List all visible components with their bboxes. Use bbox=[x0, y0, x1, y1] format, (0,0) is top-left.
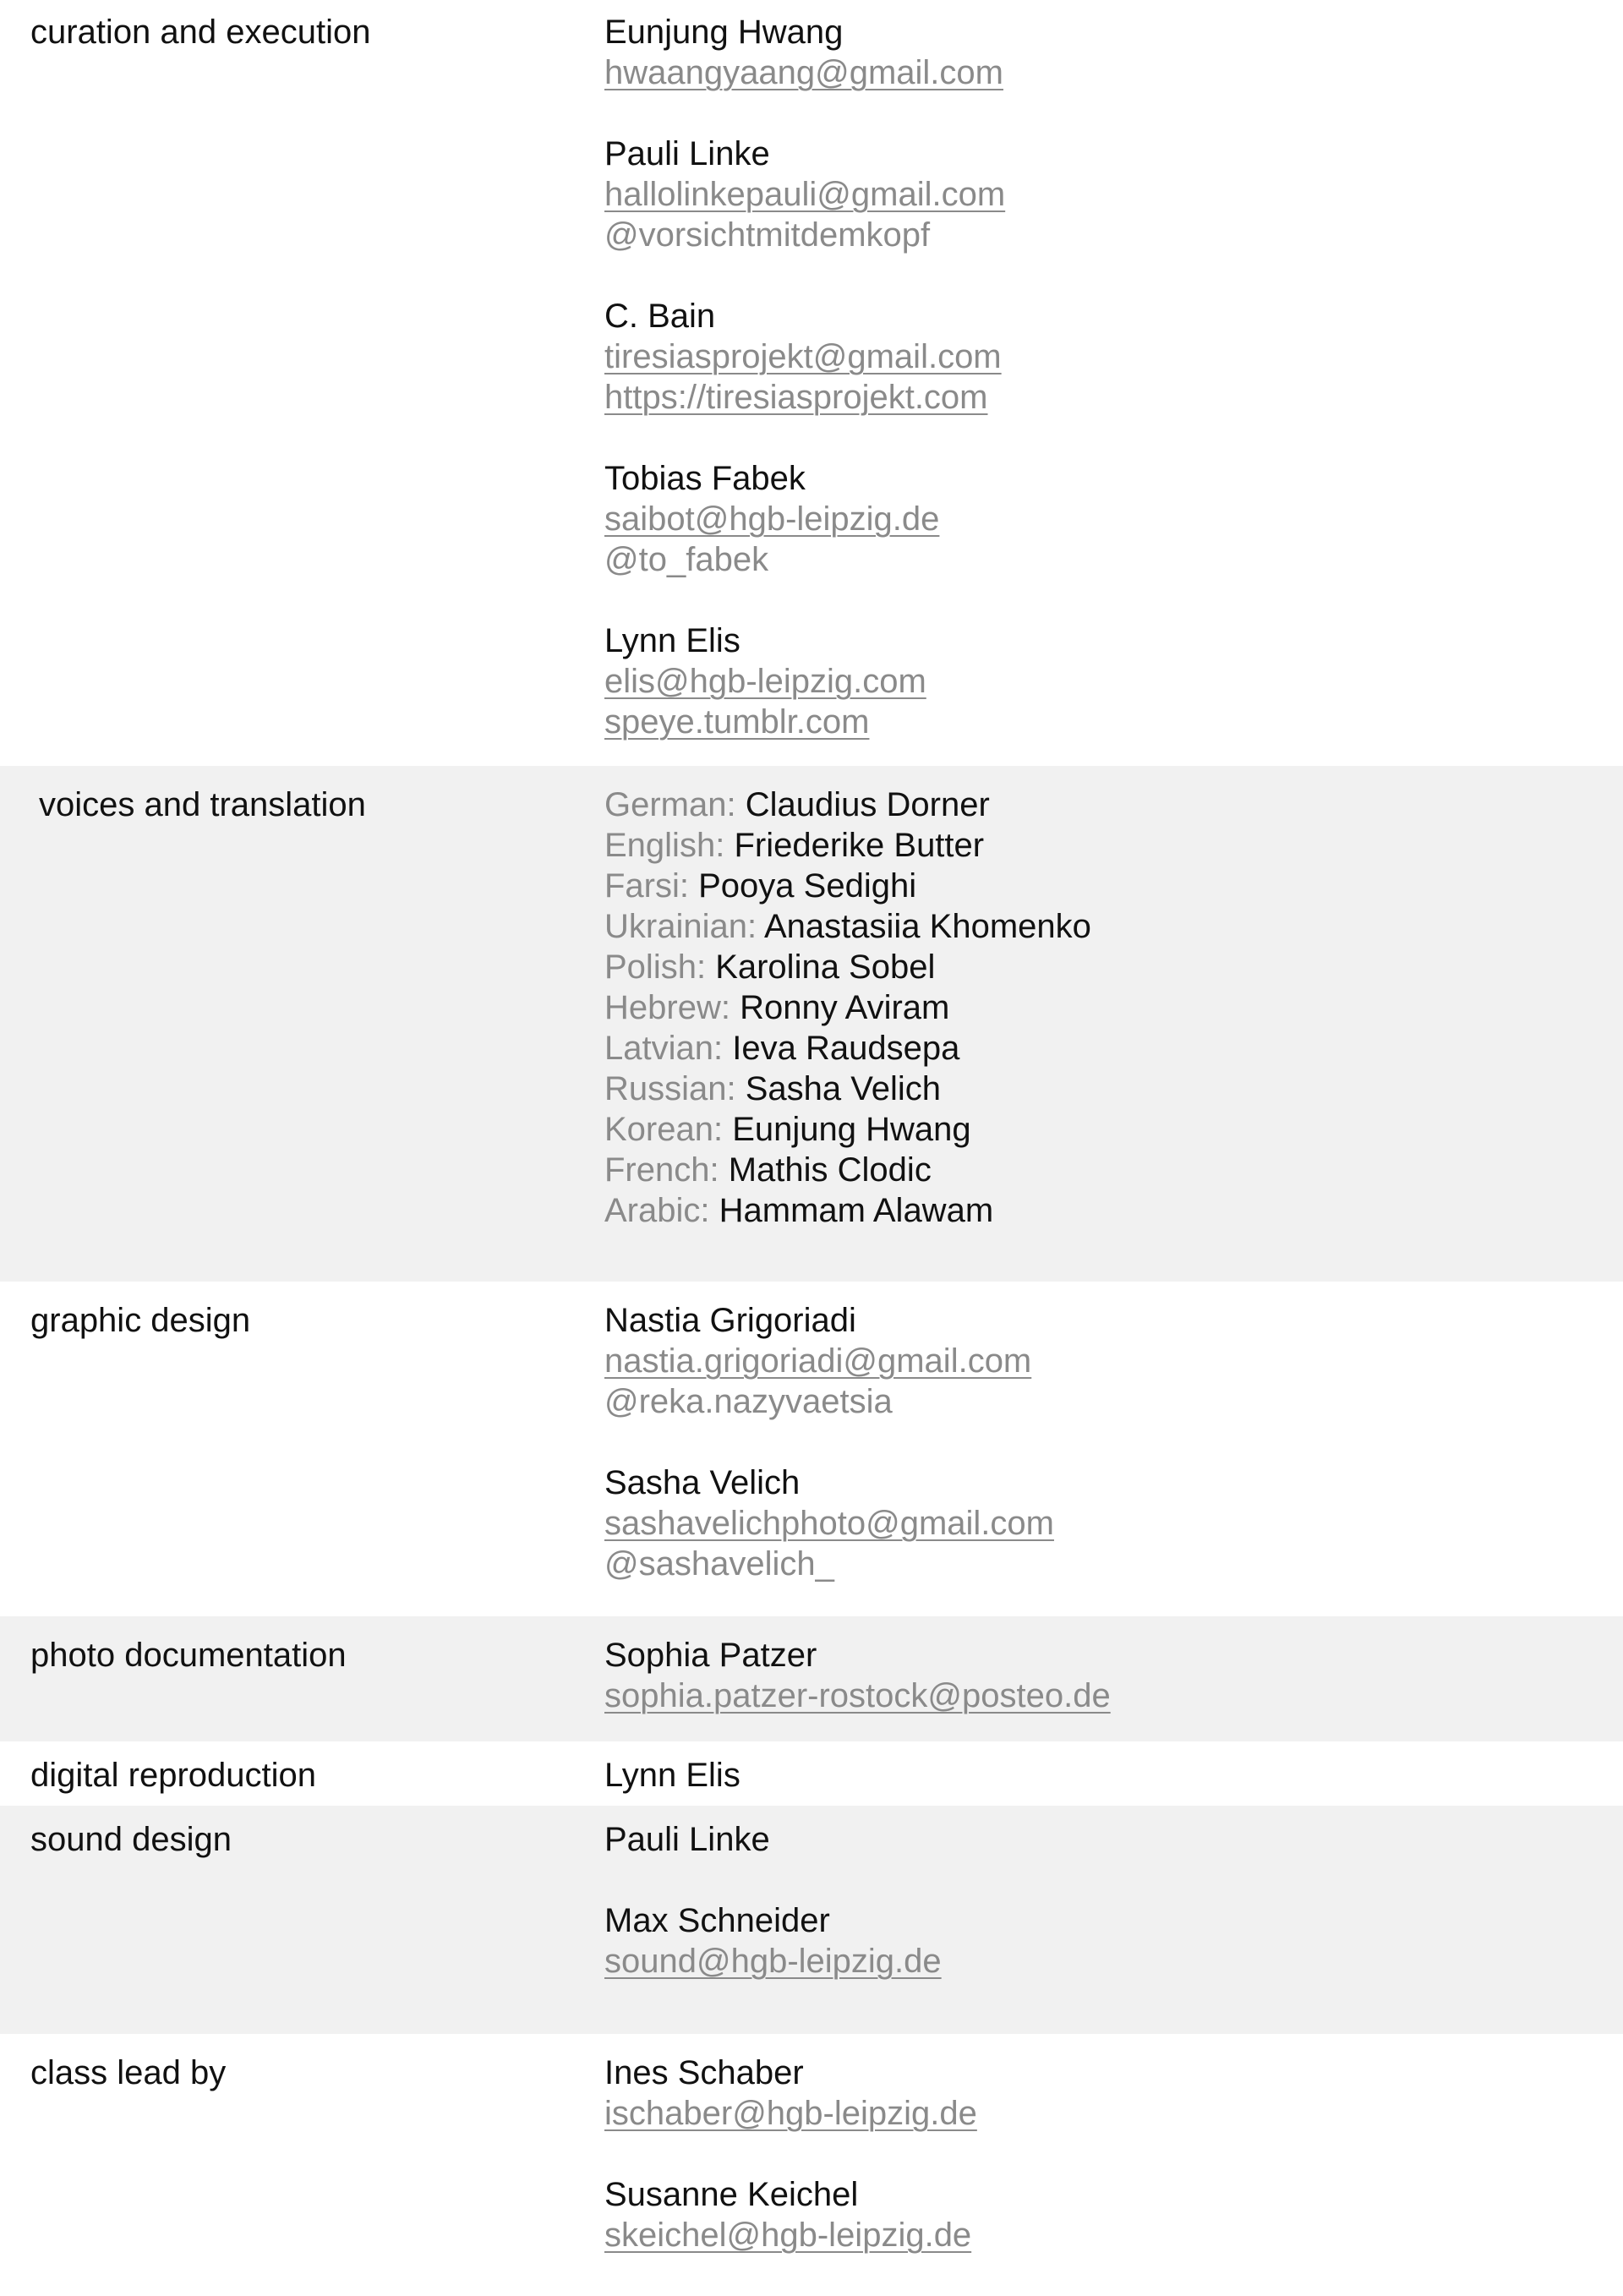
speaker-name: Claudius Dorner bbox=[745, 786, 990, 823]
person-entry bbox=[604, 12, 1623, 93]
person-name: C. Bain bbox=[604, 298, 716, 335]
language-label: Korean: bbox=[604, 1111, 724, 1148]
role-label-digital: digital reproduction bbox=[30, 1757, 316, 1794]
person-entry bbox=[604, 296, 1623, 418]
person-name: Susanne Keichel bbox=[604, 2176, 859, 2213]
speaker-name: Eunjung Hwang bbox=[732, 1111, 971, 1148]
language-label: Farsi: bbox=[604, 867, 689, 905]
language-credit bbox=[604, 1109, 1623, 1150]
person-name: Pauli Linke bbox=[604, 1821, 770, 1858]
email-link[interactable]: hallolinkepauli@gmail.com bbox=[604, 176, 1006, 213]
email-link[interactable]: saibot@hgb-leipzig.de bbox=[604, 500, 940, 538]
language-label: Ukrainian: bbox=[604, 908, 757, 945]
person-entry bbox=[604, 1819, 1623, 1860]
speaker-name: Anastasiia Khomenko bbox=[763, 908, 1091, 945]
person-entry bbox=[604, 1755, 1623, 1796]
speaker-name: Friederike Butter bbox=[734, 827, 985, 864]
photo-entries bbox=[604, 1635, 1623, 1716]
graphic-entries bbox=[604, 1300, 1623, 1584]
email-link[interactable]: sophia.patzer-rostock@posteo.de bbox=[604, 1677, 1111, 1714]
person-name: Lynn Elis bbox=[604, 1757, 740, 1794]
language-label: Russian: bbox=[604, 1070, 736, 1107]
language-credit bbox=[604, 1150, 1623, 1190]
speaker-name: Mathis Clodic bbox=[728, 1151, 932, 1189]
curation-entries bbox=[604, 12, 1623, 742]
speaker-name: Hammam Alawam bbox=[719, 1192, 994, 1229]
language-label: German: bbox=[604, 786, 736, 823]
credits-row-photo bbox=[0, 1616, 1623, 1741]
website-link[interactable]: speye.tumblr.com bbox=[604, 703, 870, 741]
voices-entries bbox=[604, 784, 1623, 1231]
language-credit bbox=[604, 1028, 1623, 1069]
role-label-curation: curation and execution bbox=[30, 14, 371, 51]
email-link[interactable]: sashavelichphoto@gmail.com bbox=[604, 1505, 1054, 1542]
language-label: French: bbox=[604, 1151, 719, 1189]
role-label-graphic: graphic design bbox=[30, 1302, 251, 1339]
credits-row-curation bbox=[0, 0, 1623, 766]
class-entries bbox=[604, 2053, 1623, 2255]
language-credit bbox=[604, 906, 1623, 947]
person-entry bbox=[604, 620, 1623, 742]
social-handle: @reka.nazyvaetsia bbox=[604, 1383, 893, 1420]
social-handle: @sashavelich_ bbox=[604, 1545, 834, 1583]
language-label: Polish: bbox=[604, 948, 707, 986]
language-credit bbox=[604, 866, 1623, 906]
person-name: Nastia Grigoriadi bbox=[604, 1302, 856, 1339]
social-handle: @vorsichtmitdemkopf bbox=[604, 216, 931, 254]
email-link[interactable]: skeichel@hgb-leipzig.de bbox=[604, 2217, 972, 2254]
person-entry bbox=[604, 1462, 1623, 1584]
speaker-name: Karolina Sobel bbox=[715, 948, 936, 986]
language-credit bbox=[604, 825, 1623, 866]
speaker-name: Ieva Raudsepa bbox=[732, 1030, 960, 1067]
credits-row-sound bbox=[0, 1806, 1623, 2034]
credits-row-digital bbox=[0, 1741, 1623, 1806]
website-link[interactable]: https://tiresiasprojekt.com bbox=[604, 379, 988, 416]
role-label-voices: voices and translation bbox=[39, 786, 366, 823]
role-label-sound: sound design bbox=[30, 1821, 232, 1858]
language-label: Hebrew: bbox=[604, 989, 730, 1026]
email-link[interactable]: ischaber@hgb-leipzig.de bbox=[604, 2095, 977, 2132]
email-link[interactable]: nastia.grigoriadi@gmail.com bbox=[604, 1342, 1032, 1380]
credits-row-voices bbox=[0, 766, 1623, 1282]
person-entry bbox=[604, 134, 1623, 255]
email-link[interactable]: hwaangyaang@gmail.com bbox=[604, 54, 1003, 91]
language-label: Arabic: bbox=[604, 1192, 710, 1229]
person-name: Ines Schaber bbox=[604, 2054, 804, 2091]
speaker-name: Sasha Velich bbox=[745, 1070, 942, 1107]
person-name: Lynn Elis bbox=[604, 622, 740, 659]
person-name: Sasha Velich bbox=[604, 1464, 801, 1501]
language-label: Latvian: bbox=[604, 1030, 724, 1067]
social-handle: @to_fabek bbox=[604, 541, 769, 578]
language-credit bbox=[604, 784, 1623, 825]
person-name: Max Schneider bbox=[604, 1902, 830, 1939]
digital-entries bbox=[604, 1755, 1623, 1796]
person-entry bbox=[604, 1300, 1623, 1422]
language-credit bbox=[604, 1069, 1623, 1109]
credits-row-graphic bbox=[0, 1282, 1623, 1616]
role-label-class: class lead by bbox=[30, 2054, 227, 2091]
person-entry bbox=[604, 2053, 1623, 2134]
person-name: Tobias Fabek bbox=[604, 460, 806, 497]
person-name: Sophia Patzer bbox=[604, 1637, 817, 1674]
speaker-name: Ronny Aviram bbox=[740, 989, 950, 1026]
person-entry bbox=[604, 1635, 1623, 1716]
email-link[interactable]: sound@hgb-leipzig.de bbox=[604, 1943, 942, 1980]
language-credit bbox=[604, 1190, 1623, 1231]
email-link[interactable]: tiresiasprojekt@gmail.com bbox=[604, 338, 1002, 375]
person-entry bbox=[604, 1900, 1623, 1982]
speaker-name: Pooya Sedighi bbox=[698, 867, 917, 905]
sound-entries bbox=[604, 1819, 1623, 1982]
role-label-photo: photo documentation bbox=[30, 1637, 347, 1674]
person-name: Pauli Linke bbox=[604, 135, 770, 172]
language-label: English: bbox=[604, 827, 725, 864]
person-name: Eunjung Hwang bbox=[604, 14, 844, 51]
credits-row-class bbox=[0, 2034, 1623, 2289]
language-credit bbox=[604, 987, 1623, 1028]
email-link[interactable]: elis@hgb-leipzig.com bbox=[604, 663, 926, 700]
language-credit bbox=[604, 947, 1623, 987]
person-entry bbox=[604, 2174, 1623, 2255]
person-entry bbox=[604, 458, 1623, 580]
